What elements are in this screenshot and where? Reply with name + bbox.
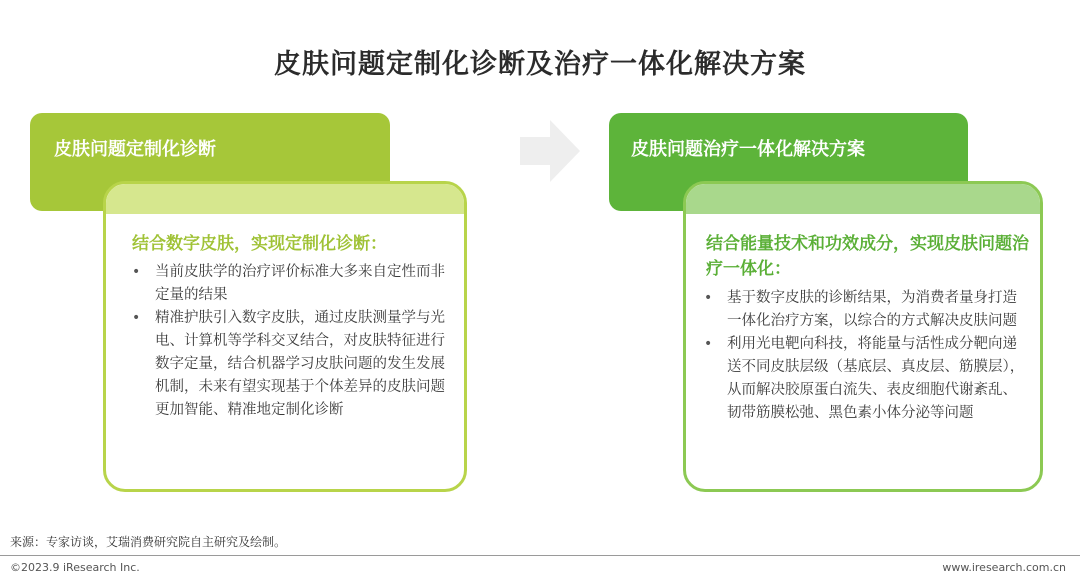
list-item (128, 307, 458, 422)
list-item (700, 287, 1030, 333)
bullet-icon: • (704, 290, 713, 306)
source-note: 来源：专家访谈，艾瑞消费研究院自主研究及绘制。 (10, 535, 287, 549)
bullet-text: 当前皮肤学的治疗评价标准大多来自定性而非定量的结果 (155, 264, 445, 303)
bullet-icon: • (132, 264, 141, 280)
right-card-heading: 结合能量技术和功效成分，实现皮肤问题治疗一体化： (706, 234, 1029, 279)
footer-divider (0, 555, 1080, 556)
list-item (128, 261, 458, 307)
bullet-icon: • (132, 310, 141, 326)
website-link[interactable]: www.iresearch.com.cn (942, 561, 1066, 574)
right-bullet-list (700, 287, 1030, 425)
copyright-text: ©2023.9 iResearch Inc. (10, 561, 140, 574)
arrow-right-icon (520, 120, 580, 182)
left-card-band (106, 184, 464, 214)
bullet-icon: • (704, 336, 713, 352)
left-content-card (103, 181, 467, 492)
right-header-label: 皮肤问题治疗一体化解决方案 (631, 139, 865, 160)
bullet-text: 利用光电靶向科技，将能量与活性成分靶向递送不同皮肤层级（基底层、真皮层、筋膜层），从而解决胶原蛋白流失、表皮细胞代谢紊乱、韧带筋膜松弛、黑色素小体分泌等问题 (727, 336, 1025, 421)
left-bullet-list (128, 261, 458, 422)
right-content-card (683, 181, 1043, 492)
list-item (700, 333, 1030, 425)
bullet-text: 基于数字皮肤的诊断结果，为消费者量身打造一体化治疗方案，以综合的方式解决皮肤问题 (727, 290, 1017, 329)
left-header-label: 皮肤问题定制化诊断 (54, 139, 216, 160)
right-card-band (686, 184, 1040, 214)
bullet-text: 精准护肤引入数字皮肤，通过皮肤测量学与光电、计算机等学科交叉结合，对皮肤特征进行数字定量，结合机器学习皮肤问题的发生发展机制，未来有望实现基于个体差异的皮肤问题更加智能、精准地定制化诊断 (155, 310, 445, 418)
page-title: 皮肤问题定制化诊断及治疗一体化解决方案 (274, 49, 806, 80)
left-card-heading: 结合数字皮肤，实现定制化诊断： (132, 234, 387, 254)
